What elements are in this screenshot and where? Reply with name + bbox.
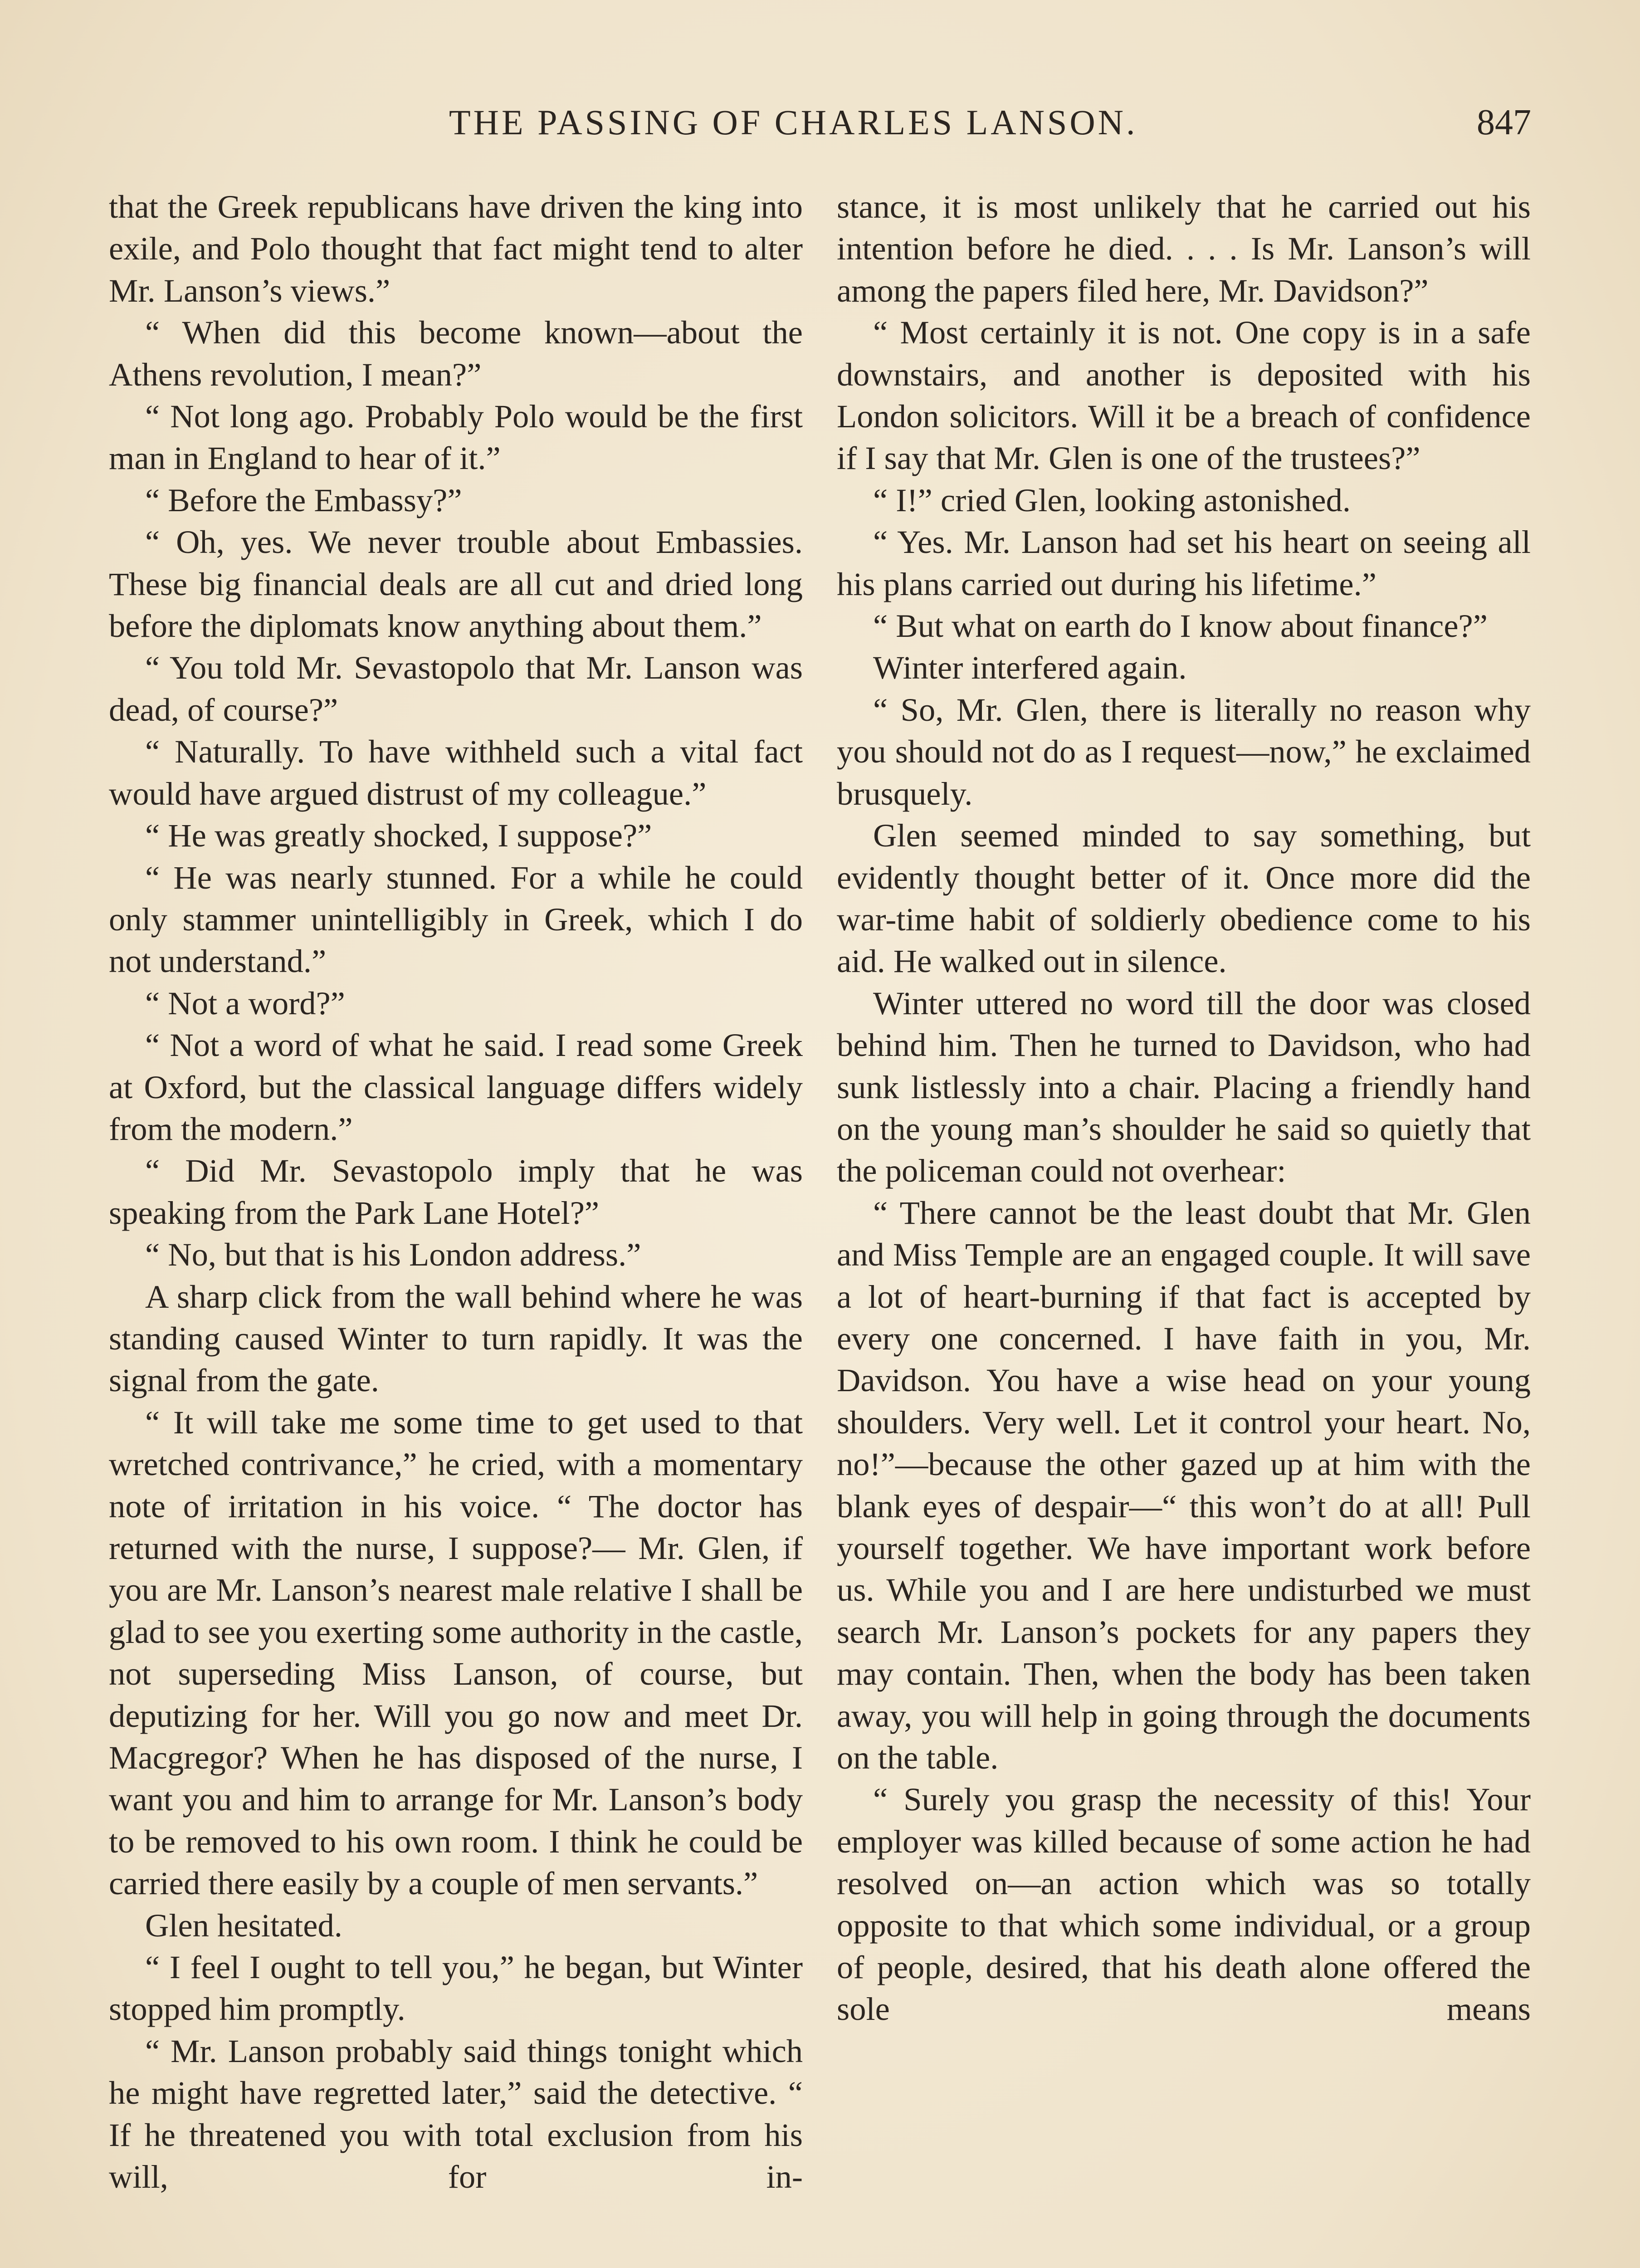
paragraph: “ Not long ago. Probably Polo would be the first man in England to hear of it.”: [109, 398, 803, 477]
paragraph: “ Mr. Lanson probably said things tonight which he might have regretted later,” said the detective. “ If he threatened you with total exclusion from his will, for in-: [109, 2032, 803, 2195]
paragraph: “ Not a word?”: [145, 984, 345, 1022]
paragraph: “ Yes. Mr. Lanson had set his heart on seeing all his plans carried out during his lifetime.”: [837, 523, 1531, 602]
paragraph: Glen seemed minded to say something, but evidently thought better of it. Once more did the war-time habit of soldierly obedience come to his aid. He walked out in silence.: [837, 817, 1531, 980]
paragraph: “ I!” cried Glen, looking astonished.: [873, 481, 1351, 518]
paragraph: “ Oh, yes. We never trouble about Embassies. These big financial deals are all cut and dried long before the diplomats know anything about them.”: [109, 523, 803, 645]
paragraph: stance, it is most unlikely that he carried out his intention before he died. . . . Is Mr. Lanson’s will among the papers filed here, Mr. Davidson?”: [837, 188, 1531, 309]
paragraph: “ Not a word of what he said. I read some Greek at Oxford, but the classical language differs widely from the modern.”: [109, 1026, 803, 1147]
paragraph: A sharp click from the wall behind where he was standing caused Winter to turn rapidly. It was the signal from the gate.: [109, 1278, 803, 1399]
right-column: [837, 186, 1531, 2030]
paragraph: “ So, Mr. Glen, there is literally no reason why you should not do as I request—now,” he exclaimed brusquely.: [837, 691, 1531, 812]
paragraph: that the Greek republicans have driven the king into exile, and Polo thought that fact might tend to alter Mr. Lanson’s views.”: [109, 188, 803, 309]
paragraph: “ He was nearly stunned. For a while he could only stammer unintelligibly in Greek, which I do not understand.”: [109, 859, 803, 980]
paragraph: “ You told Mr. Sevastopolo that Mr. Lanson was dead, of course?”: [109, 649, 803, 728]
paragraph: Winter interfered again.: [873, 649, 1187, 686]
paragraph: “ Naturally. To have withheld such a vital fact would have argued distrust of my colleague.”: [109, 733, 803, 812]
paragraph: “ When did this become known—about the Athens revolution, I mean?”: [109, 314, 803, 393]
paragraph: “ But what on earth do I know about finance?”: [873, 607, 1488, 645]
paragraph: “ It will take me some time to get used to that wretched contrivance,” he cried, with a momentary note of irritation in his voice. “ The doctor has returned with the nurse, I suppose?— Mr. Glen, if you are Mr. Lanson’s nearest male relative I shall be glad to see you exerting some authority in the castle, not superseding Miss Lanson, of course, but deputizing for her. Will you go now and meet Dr. Macgregor? When he has disposed of the nurse, I want you and him to arrange for Mr. Lanson’s body to be removed to his own room. I think he could be carried there easily by a couple of men servants.”: [109, 1403, 803, 1902]
paragraph: “ Before the Embassy?”: [145, 481, 462, 518]
paragraph: “ Most certainly it is not. One copy is in a safe downstairs, and another is deposited with his London solicitors. Will it be a breach of confidence if I say that Mr. Glen is one of the trustees?”: [837, 314, 1531, 477]
left-column: [109, 186, 803, 2198]
paragraph: “ He was greatly shocked, I suppose?”: [145, 817, 652, 854]
running-title: THE PASSING OF CHARLES LANSON.: [449, 103, 1138, 142]
paragraph: “ No, but that is his London address.”: [145, 1236, 641, 1273]
paragraph: “ Did Mr. Sevastopolo imply that he was speaking from the Park Lane Hotel?”: [109, 1152, 803, 1231]
page-header: [0, 102, 1640, 152]
paragraph: Winter uttered no word till the door was closed behind him. Then he turned to Davidson, who had sunk listlessly into a chair. Placing a friendly hand on the young man’s shoulder he said so quietly that the policeman could not overhear:: [837, 984, 1531, 1189]
paragraph: Glen hesitated.: [145, 1906, 342, 1944]
paragraph: “ There cannot be the least doubt that Mr. Glen and Miss Temple are an engaged couple. It will save a lot of heart-burning if that fact is accepted by every one concerned. I have faith in you, Mr. Davidson. You have a wise head on your young shoulders. Very well. Let it control your heart. No, no!”—because the other gazed up at him with the blank eyes of despair—“ this won’t do at all! Pull yourself together. We have important work before us. While you and I are here undisturbed we must search Mr. Lanson’s pockets for any papers they may contain. Then, when the body has been taken away, you will help in going through the documents on the table.: [837, 1194, 1531, 1776]
paragraph: “ I feel I ought to tell you,” he began, but Winter stopped him promptly.: [109, 1949, 803, 2028]
page-number: 847: [1477, 103, 1531, 142]
paragraph: “ Surely you grasp the necessity of this! Your employer was killed because of some action he had resolved on—an action which was so totally opposite to that which some individual, or a group of people, desired, that his death alone offered the sole means: [837, 1781, 1531, 2028]
